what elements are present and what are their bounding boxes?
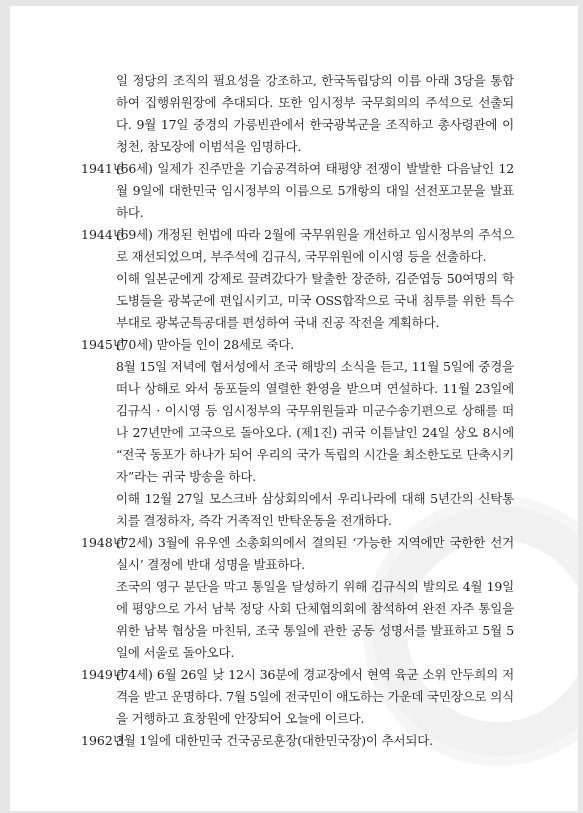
entry-body <box>116 532 514 664</box>
entry-paragraph: 3월 1일에 대한민국 건국공로훈장(대한민국장)이 추서되다. <box>116 733 433 748</box>
entry-paragraph: 이해 12월 27일 모스크바 삼상회의에서 우리나라에 대해 5년간의 신탁통치를 결정하자, 즉각 거족적인 반탁운동을 전개하다. <box>116 491 514 528</box>
timeline-entry-1949 <box>10 664 578 730</box>
timeline-entry-1941 <box>10 158 578 224</box>
entry-year: 1941년 <box>81 161 125 176</box>
entry-paragraph: (66세) 일제가 진주만을 기습공격하여 태평양 전쟁이 발발한 다음날인 12월 9일에 대한민국 임시정부의 이름으로 5개항의 대일 선전포고문을 발표하다. <box>116 161 514 220</box>
entry-year: 1948년 <box>81 535 125 550</box>
document-page <box>10 6 578 811</box>
entry-body <box>116 334 514 532</box>
entry-paragraph: (69세) 개정된 헌법에 따라 2월에 국무위원을 개선하고 임시정부의 주석으로 재선되었으며, 부주석에 김규식, 국무위원에 이시영 등을 선출하다. <box>116 227 514 264</box>
entry-year: 1962년 <box>81 733 125 748</box>
entry-body <box>116 664 514 730</box>
timeline-entry-continuation <box>10 70 578 158</box>
entry-body <box>116 70 514 158</box>
entry-body <box>116 224 514 334</box>
entry-year: 1945년 <box>81 337 125 352</box>
entry-paragraph: 이해 일본군에게 강제로 끌려갔다가 탈출한 장준하, 김준엽등 50여명의 학도병들을 광복군에 편입시키고, 미국 OSS합작으로 국내 침투를 위한 특수부대로 광복군특공대를 편성하여 국내 진공 작전을 계획하다. <box>116 271 514 330</box>
timeline-content <box>10 70 578 752</box>
entry-body <box>116 158 514 224</box>
entry-year: 1949년 <box>81 667 125 682</box>
entry-body <box>116 730 514 752</box>
entry-paragraph: 8월 15일 저녁에 협서성에서 조국 해방의 소식을 듣고, 11월 5일에 중경을 떠나 상해로 와서 동포들의 열렬한 환영을 받으며 연설하다. 11월 23일에 김규식 · 이시영 등 임시정부의 국무위원들과 미군수송기편으로 상해를 떠나 27년만에 고국으로 돌아오다. (제1진) 귀국 이튿날인 24일 상오 8시에 “전국 동포가 하나가 되어 우리의 국가 독립의 시간을 최소한도로 단축시키자”라는 귀국 방송을 하다. <box>116 359 514 484</box>
timeline-entry-1948 <box>10 532 578 664</box>
timeline-entry-1945 <box>10 334 578 532</box>
entry-paragraph: 일 정당의 조직의 필요성을 강조하고, 한국독립당의 이름 아래 3당을 통합하여 집행위원장에 추대되다. 또한 임시정부 국무회의의 주석으로 선출되다. 9월 17일 중경의 가릉빈관에서 한국광복군을 조직하고 총사령관에 이청천, 참모장에 이범석을 임명하다. <box>116 73 514 154</box>
timeline-entry-1944 <box>10 224 578 334</box>
entry-paragraph: (74세) 6월 26일 낮 12시 36분에 경교장에서 현역 육군 소위 안두희의 저격을 받고 운명하다. 7월 5일에 전국민이 애도하는 가운데 국민장으로 의식을 거행하고 효창원에 안장되어 오늘에 이르다. <box>116 667 514 726</box>
timeline-entry-1962 <box>10 730 578 752</box>
entry-paragraph: (72세) 3월에 유우엔 소총회의에서 결의된 ‘가능한 지역에만 국한한 선거실시’ 결정에 반대 성명을 발표하다. <box>116 535 514 572</box>
entry-year: 1944년 <box>81 227 125 242</box>
entry-paragraph: (70세) 맏아들 인이 28세로 죽다. <box>116 337 294 352</box>
entry-paragraph: 조국의 영구 분단을 막고 통일을 달성하기 위해 김규식의 발의로 4월 19일에 평양으로 가서 남북 정당 사회 단체협의회에 참석하여 완전 자주 통일을 위한 남북 협상을 마친뒤, 조국 통일에 관한 공동 성명서를 발표하고 5월 5일에 서울로 돌아오다. <box>116 579 514 660</box>
